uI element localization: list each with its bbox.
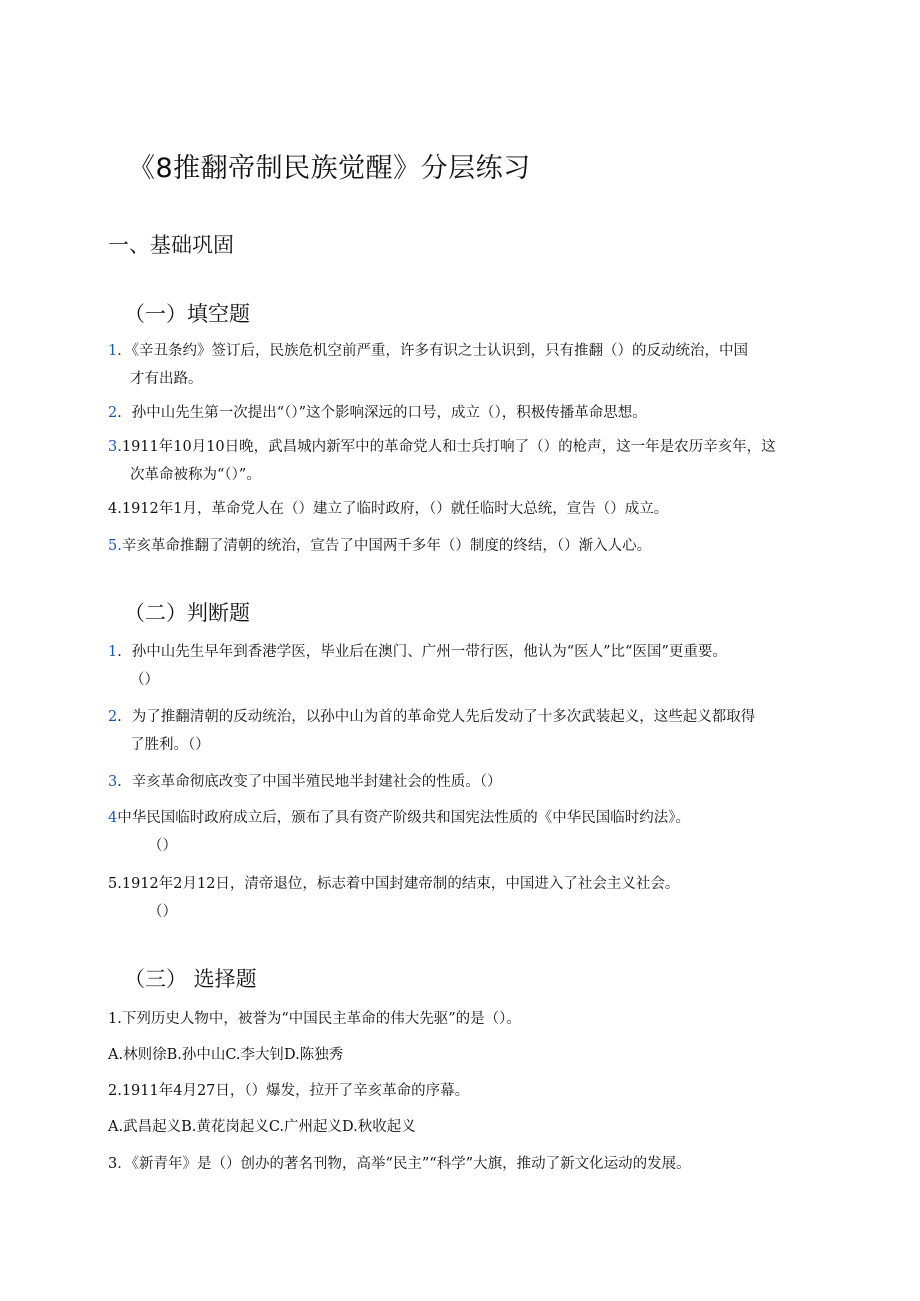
answer-blank: （） (148, 838, 177, 854)
judge-question-5 (108, 870, 818, 926)
question-number: 3 (108, 1156, 118, 1172)
question-number: 5. (108, 538, 122, 554)
answer-blank: （） (130, 672, 159, 688)
judge-question-3 (108, 768, 818, 796)
fill-question-4 (108, 495, 818, 523)
question-text-continued: 次革命被称为“（）”。 (130, 467, 261, 483)
heading-multiple-choice: （三） 选择题 (124, 967, 257, 991)
choice-options-1: A.林则徐B.孙中山C.李大钊D.陈独秀 (108, 1047, 344, 1063)
question-text: ．为了推翻清朝的反动统治，以孙中山为首的革命党人先后发动了十多次武装起义，这些起义都取得 (117, 709, 756, 725)
question-text: ．孙中山先生早年到香港学医，毕业后在澳门、广州一带行医，他认为“医人”比“医国”更重要。 (117, 644, 727, 660)
question-number: 1 (108, 343, 118, 359)
judge-question-1 (108, 638, 818, 694)
judge-question-2 (108, 703, 818, 759)
choice-question-1: 1.下列历史人物中，被誉为“中国民主革命的伟大先驱”的是（）。 (108, 1011, 521, 1027)
fill-question-5 (108, 532, 818, 560)
question-text: ．辛亥革命彻底改变了中国半殖民地半封建社会的性质。（） (117, 774, 502, 790)
question-text-continued: 了胜利。（） (130, 737, 210, 753)
question-text: 辛亥革命推翻了清朝的统治，宣告了中国两千多年（）制度的终结，（）渐入人心。 (121, 538, 652, 554)
question-number: 5. (108, 876, 122, 892)
heading-true-false: （二）判断题 (124, 601, 250, 625)
judge-question-4 (108, 804, 818, 860)
fill-question-3 (108, 433, 818, 489)
question-text: 1911年10月10日晚，武昌城内新军中的革命党人和士兵打响了（）的枪声，这一年是农历辛亥年，这 (121, 439, 776, 455)
document-title: 《8推翻帝制民族觉醒》分层练习 (128, 153, 531, 184)
question-number: 3. (108, 439, 122, 455)
question-number: 1 (108, 644, 118, 660)
question-number: 4. (108, 501, 122, 517)
question-text: 1912年2月12日，清帝退位，标志着中国封建帝制的结束，中国进入了社会主义社会。 (121, 876, 680, 892)
question-text: ．《新青年》是（）创办的著名刊物，高举“民主”“科学”大旗，推动了新文化运动的发展。 (117, 1156, 691, 1172)
fill-question-2 (108, 399, 818, 427)
question-number: 2 (108, 405, 118, 421)
question-number: 3 (108, 774, 118, 790)
choice-options-2: A.武昌起义B.黄花岗起义C.广州起义D.秋收起义 (108, 1119, 416, 1135)
question-number: 2 (108, 709, 118, 725)
question-text: ．《辛丑条约》签订后，民族危机空前严重，许多有识之士认识到，只有推翻（）的反动统治，中国 (117, 343, 748, 359)
question-text-continued: 才有出路。 (130, 371, 203, 387)
question-text: ．孙中山先生第一次提出“（）”这个影响深远的口号，成立（），积极传播革命思想。 (117, 405, 647, 421)
choice-question-3 (108, 1150, 818, 1178)
answer-blank: （） (148, 904, 177, 920)
choice-question-2: 2.1911年4月27日，（）爆发，拉开了辛亥革命的序幕。 (108, 1083, 470, 1099)
heading-fill-in-blank: （一）填空题 (124, 302, 250, 326)
section-heading-basics: 一、基础巩固 (108, 233, 234, 257)
question-text: 中华民国临时政府成立后，颁布了具有资产阶级共和国宪法性质的《中华民国临时约法》。 (117, 810, 690, 826)
question-number: 4 (108, 810, 118, 826)
fill-question-1 (108, 337, 818, 393)
question-text: 1912年1月，革命党人在（）建立了临时政府，（）就任临时大总统，宣告（）成立。 (121, 501, 669, 517)
